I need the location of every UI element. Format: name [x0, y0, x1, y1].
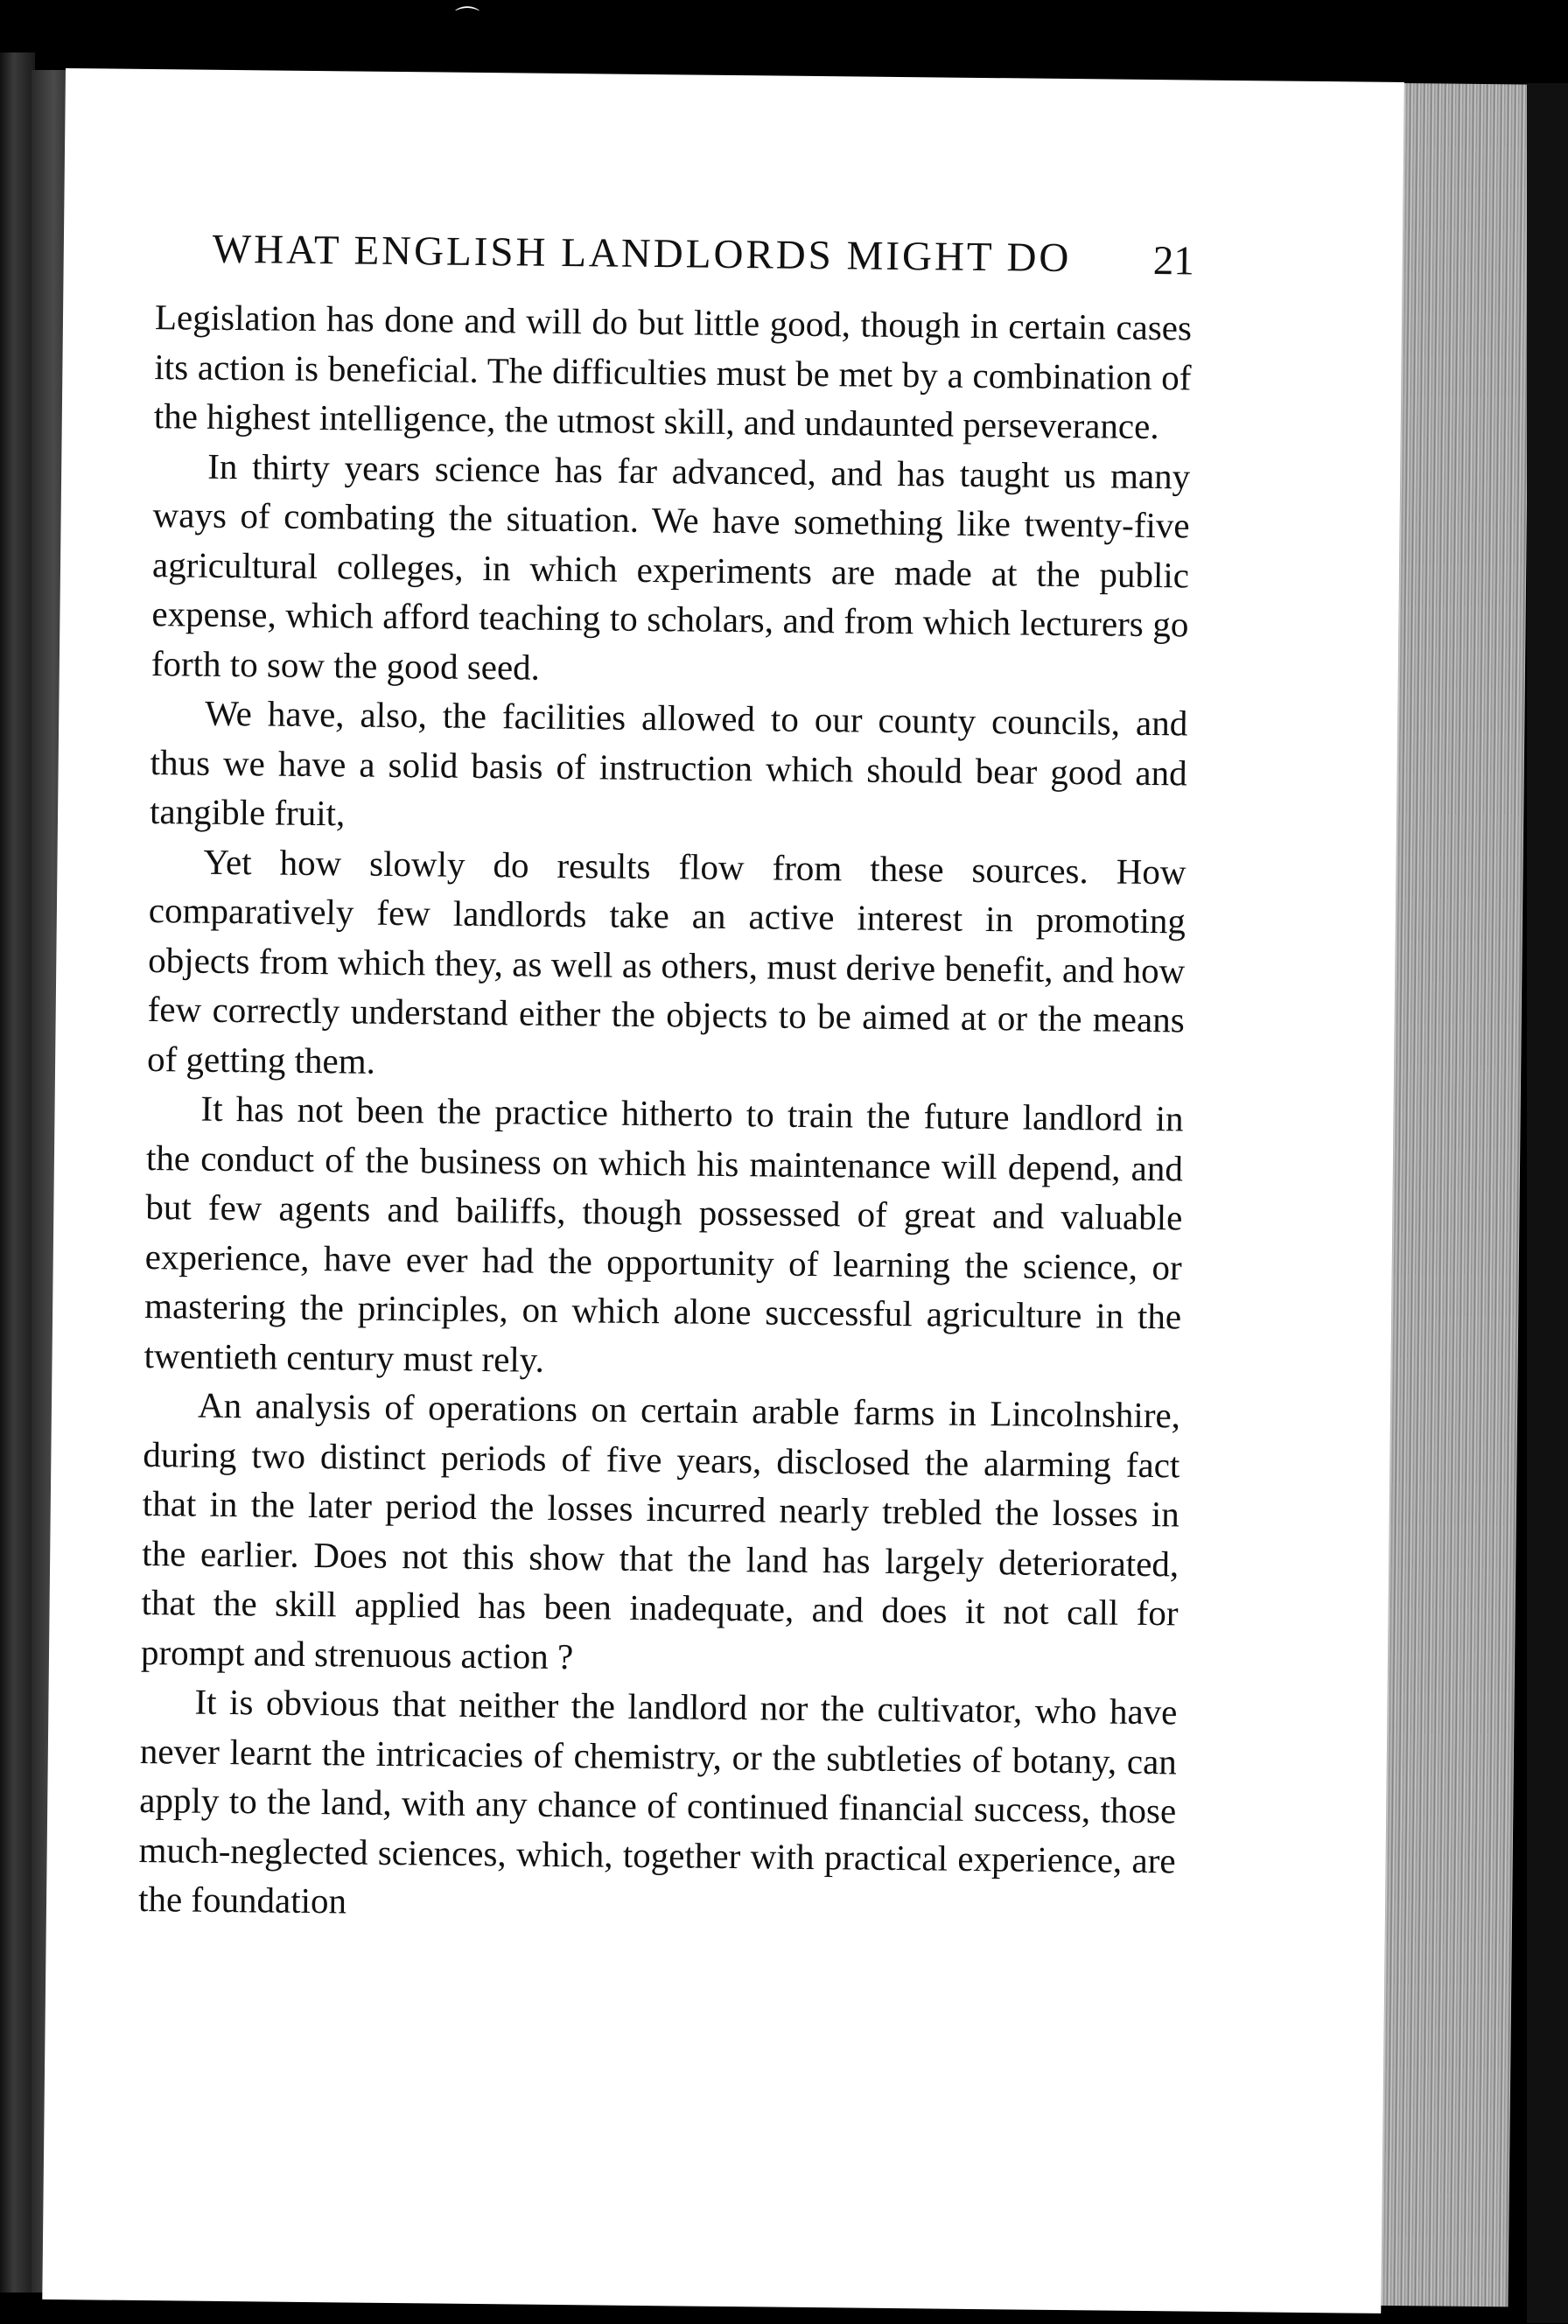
paragraph-7: It is obvious that neither the landlord nor the cultivator, who have never learnt the intricacies of chemistry, or the subtleties of botany, can apply to the land, with any chance of continued financial success, those much-neglected sciences, which, together with practical experience, are the foundation — [137, 1681, 1178, 1922]
book-page — [42, 68, 1404, 2314]
paragraph-1: Legislation has done and will do but little good, though in certain cases its action is beneficial. The difficulties must be met by a combination of the highest intelligence, the utmost skill, and undaunted perseverance. — [153, 297, 1193, 447]
paragraph-3: We have, also, the facilities allowed to our county councils, and thus we have a solid basis of instruction which should bear good and tangible fruit, — [149, 692, 1188, 834]
paragraph-2: In thirty years science has far advanced, and has taught us many ways of combating the situation. We have something like twenty-five agricultural colleges, in which experiments are made at the public expense, which afford teaching to scholars, and from which lecturers go forth to sow the good seed. — [150, 445, 1191, 688]
right-shadow — [1527, 83, 1568, 2323]
facing-page-edge — [0, 52, 35, 2292]
running-head: WHAT ENGLISH LANDLORDS MIGHT DO — [212, 226, 1072, 282]
paragraph-6: An analysis of operations on certain arable farms in Lincolnshire, during two distinct periods of five years, disclosed the alarming fact that in the later period the losses incurred nearly trebled the losses in the earlier. Does not this show that the land has largely deteriorated, that the skill applied has been inadequate, and does it not call for prompt and strenuous action ? — [140, 1384, 1181, 1676]
page-number: 21 — [1152, 238, 1195, 284]
paragraph-5: It has not been the practice hitherto to train the future landlord in the conduct of the business on which his maintenance will depend, and but few agents and bailiffs, though possessed of great and valuable experience, have ever had the opportunity of learning the science, or mastering the principles, on which alone successful agriculture in the twentieth century must rely. — [144, 1088, 1184, 1380]
body-text — [138, 292, 1192, 1935]
paragraph-4: Yet how slowly do results flow from these sources. How comparatively few landlords take an active interest in promoting objects from which they, as well as others, must derive benefit, and how few correctly understand either the objects to be aimed at or the means of getting them. — [146, 841, 1186, 1082]
binding-mark: ⌒ — [455, 4, 480, 33]
